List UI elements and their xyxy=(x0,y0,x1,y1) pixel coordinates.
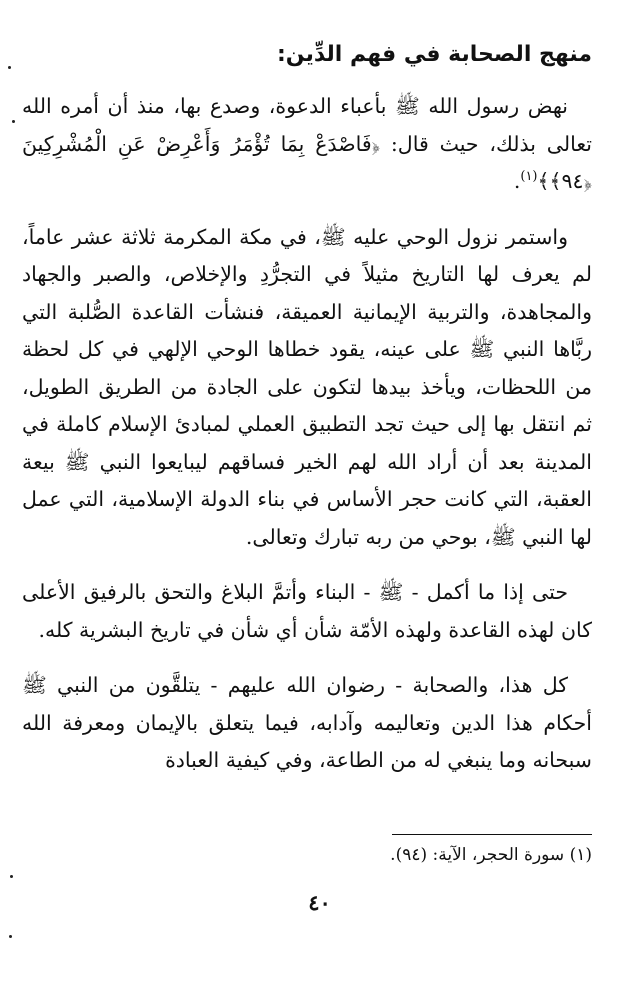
paragraph-1 xyxy=(22,88,592,201)
paragraph-1-text: نهض رسول الله ﷺ بأعباء الدعوة، وصدع بها، منذ أن أمره الله تعالى بذلك، حيث قال: xyxy=(22,94,592,156)
paragraph-2: واستمر نزول الوحي عليه ﷺ، في مكة المكرمة ثلاثة عشر عاماً، لم يعرف لها التاريخ مثيلاً في التجرُّدِ والإخلاص، والصبر والجهاد والمجاهدة، والتربية الإيمانية العميقة، فنشأت القاعدة الصُّلبة التي ربَّاها النبي ﷺ على عينه، يقود خطاها الوحي الإلهي في كل لحظة من اللحظات، ويأخذ بيدها لتكون على الجادة من الطريق الطويل، ثم انتقل بها إلى حيث تجد التطبيق العملي لمبادئ الإسلام كاملة في المدينة بعد أن أراد الله لهم الخير فساقهم ليبايعوا النبي ﷺ بيعة العقبة، التي كانت حجر الأساس في بناء الدولة الإسلامية، التي عمل لها النبي ﷺ، بوحي من ربه تبارك وتعالى. xyxy=(22,224,592,549)
scan-speck xyxy=(12,120,15,123)
quran-verse: ﴿فَاصْدَعْ بِمَا تُؤْمَرُ وَأَعْرِضْ عَنِ الْمُشْرِكِينَ ﴿٩٤﴾﴾ xyxy=(22,131,592,193)
footnote-marker[interactable]: (١) xyxy=(520,169,538,185)
paragraph-1-end: . xyxy=(513,169,521,193)
scan-speck xyxy=(8,66,11,69)
footnote: (١) سورة الحجر، الآية: (٩٤). xyxy=(390,845,592,865)
page-number: ٤٠ xyxy=(308,890,331,915)
footnote-divider xyxy=(392,834,592,835)
scan-speck xyxy=(10,875,13,878)
page-body xyxy=(22,40,592,780)
paragraph-4: كل هذا، والصحابة - رضوان الله عليهم - يتلقَّون من النبي ﷺ أحكام هذا الدين وتعاليمه وآدابه، فيما يتعلق بالإيمان ومعرفة الله سبحانه وما ينبغي له من الطاعة، وفي كيفية العبادة xyxy=(22,673,592,772)
section-heading: منهج الصحابة في فهم الدِّين: xyxy=(276,42,592,67)
scan-speck xyxy=(9,935,12,938)
paragraph-3: حتى إذا ما أكمل - ﷺ - البناء وأتمَّ البلاغ والتحق بالرفيق الأعلى كان لهذه القاعدة ولهذه الأمّة شأن أي شأن في تاريخ البشرية كله. xyxy=(22,580,592,642)
